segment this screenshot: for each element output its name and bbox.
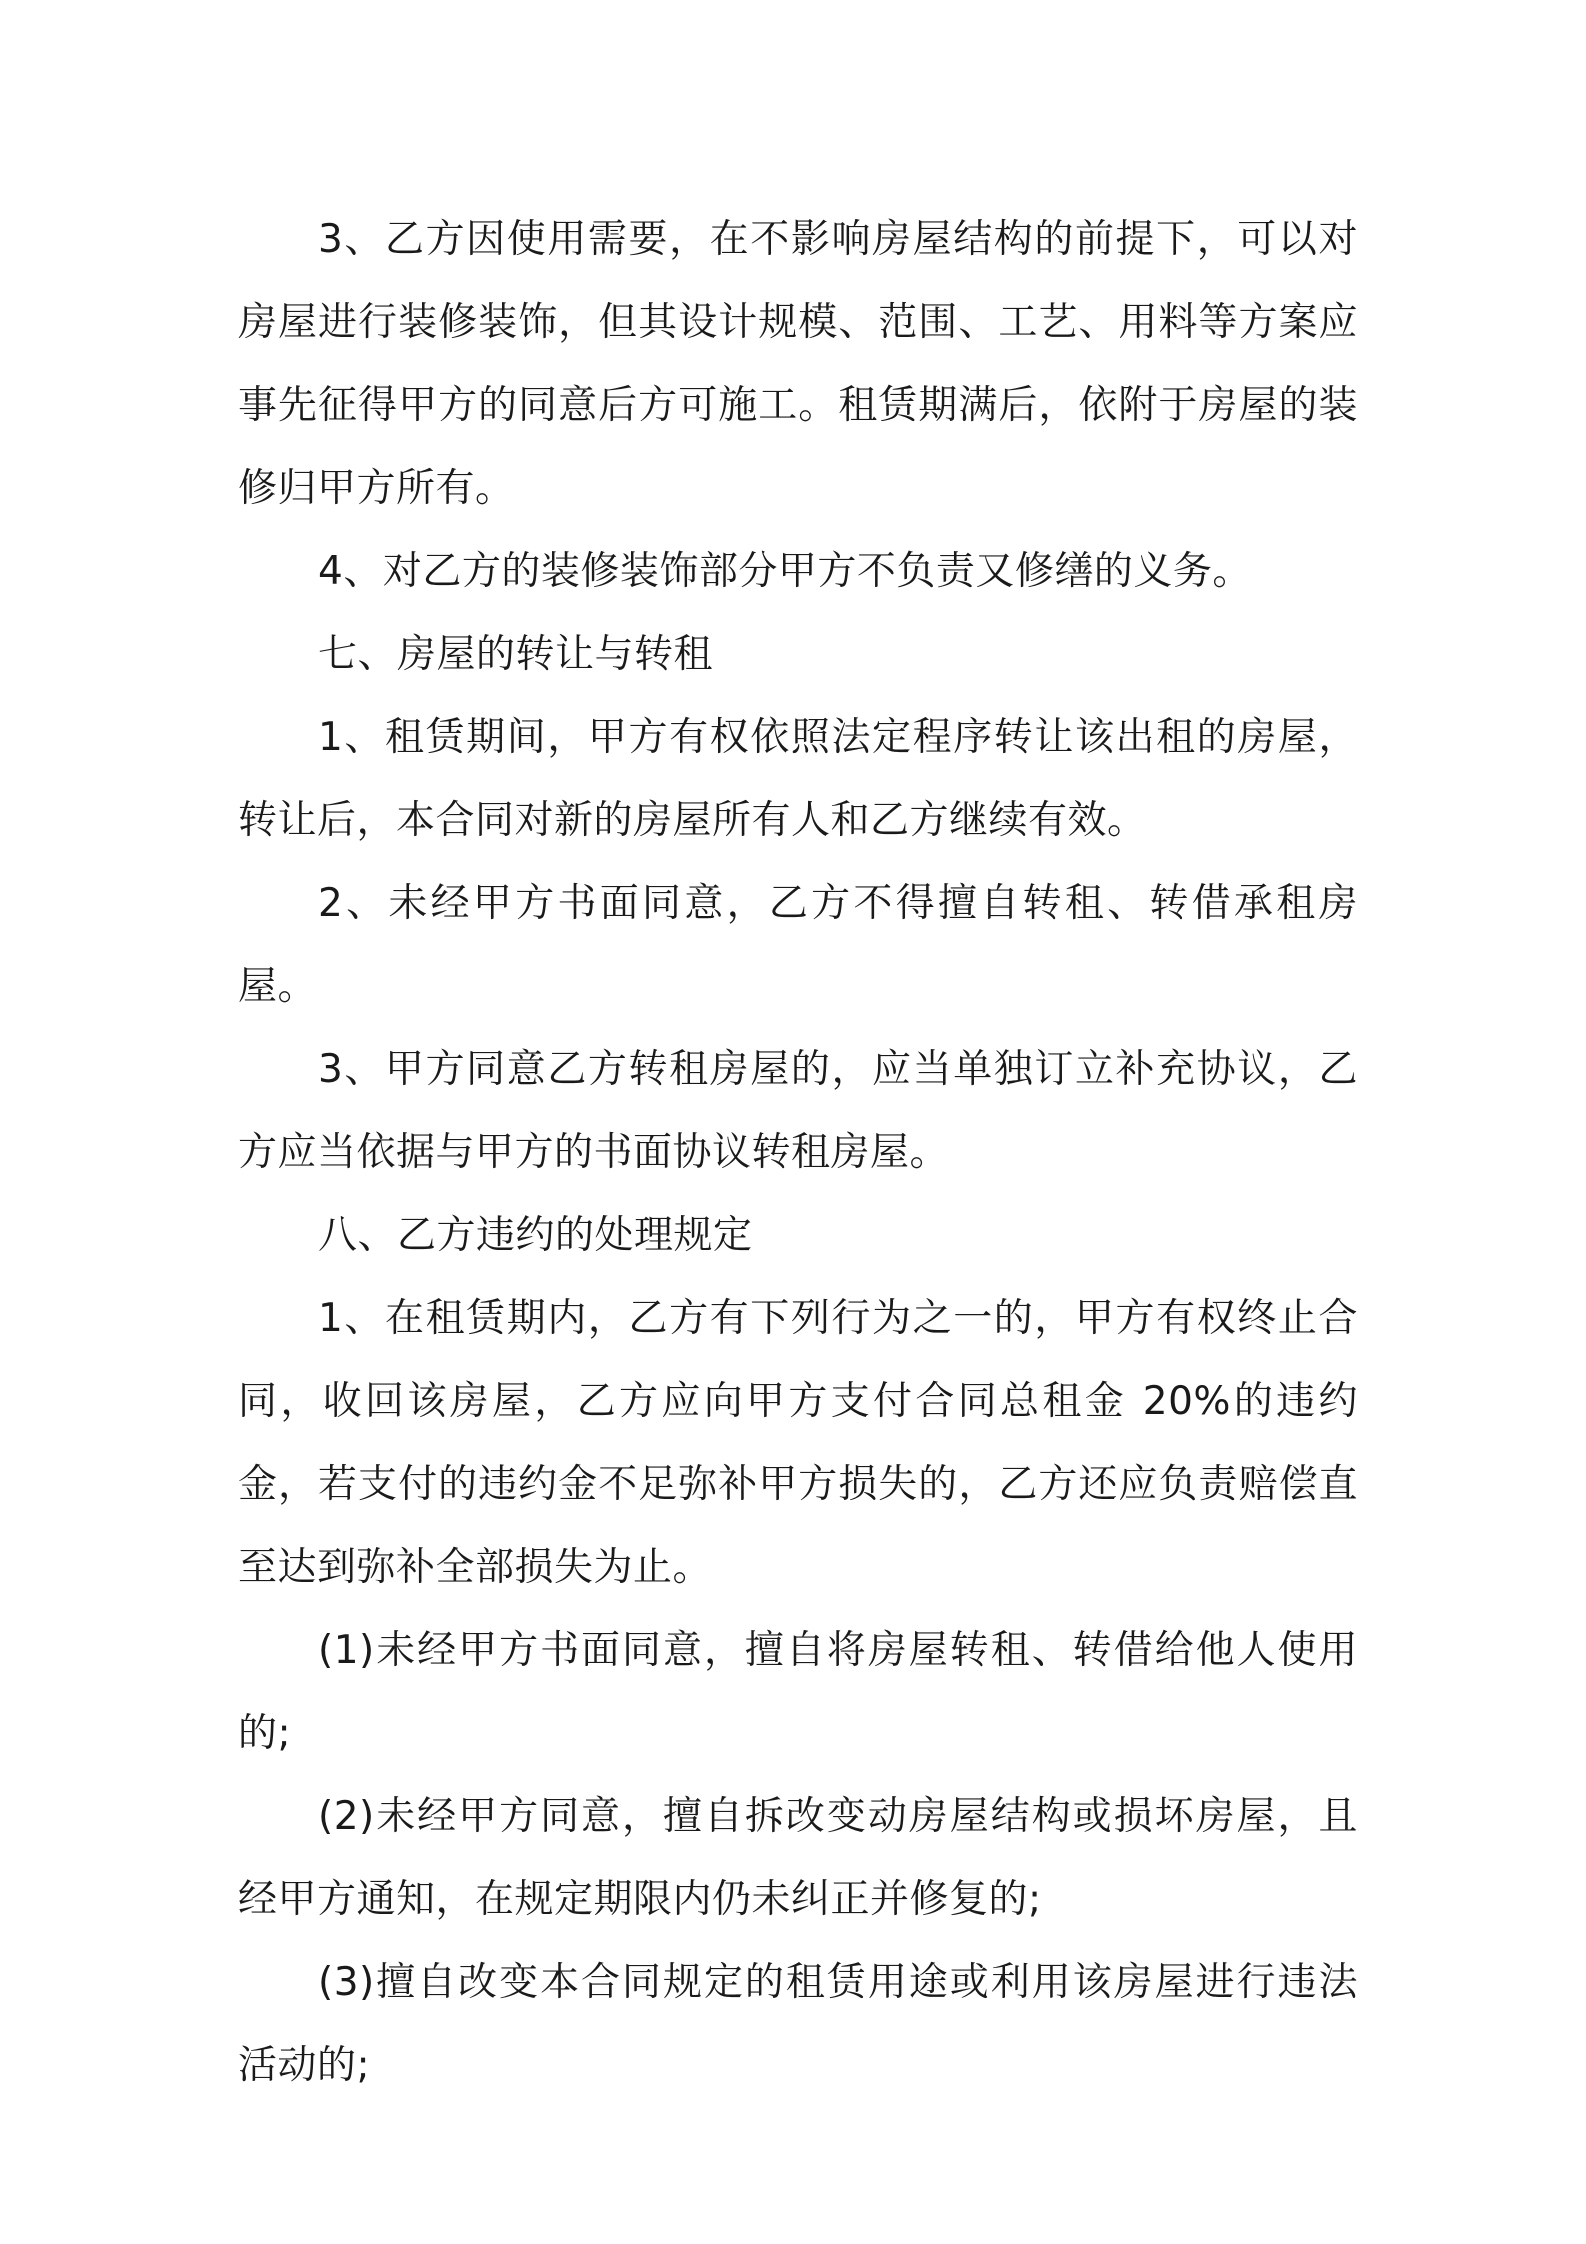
clause-7-2: 2、未经甲方书面同意，乙方不得擅自转租、转借承租房屋。 bbox=[238, 881, 1358, 1009]
clause-6-4: 4、对乙方的装修装饰部分甲方不负责又修缮的义务。 bbox=[318, 549, 1252, 594]
section-heading-7: 七、房屋的转让与转租 bbox=[318, 632, 714, 677]
clause-8-1: 1、在租赁期内，乙方有下列行为之一的，甲方有权终止合同，收回该房屋，乙方应向甲方支付合同总租金 20%的违约金，若支付的违约金不足弥补甲方损失的，乙方还应负责赔偿直至达到弥补全部损失为止。 bbox=[238, 1296, 1358, 1590]
clause-7-3: 3、甲方同意乙方转租房屋的，应当单独订立补充协议，乙方应当依据与甲方的书面协议转租房屋。 bbox=[238, 1047, 1358, 1175]
clause-8-1-item-3: (3)擅自改变本合同规定的租赁用途或利用该房屋进行违法活动的; bbox=[238, 1960, 1358, 2088]
clause-7-1: 1、租赁期间，甲方有权依照法定程序转让该出租的房屋，转让后，本合同对新的房屋所有人和乙方继续有效。 bbox=[238, 715, 1358, 843]
clause-8-1-item-1: (1)未经甲方书面同意，擅自将房屋转租、转借给他人使用的; bbox=[238, 1628, 1358, 1756]
clause-6-3: 3、乙方因使用需要，在不影响房屋结构的前提下，可以对房屋进行装修装饰，但其设计规模、范围、工艺、用料等方案应事先征得甲方的同意后方可施工。租赁期满后，依附于房屋的装修归甲方所有。 bbox=[238, 217, 1358, 511]
section-heading-8: 八、乙方违约的处理规定 bbox=[318, 1213, 753, 1258]
document-body bbox=[238, 198, 1358, 2107]
clause-8-1-item-2: (2)未经甲方同意，擅自拆改变动房屋结构或损坏房屋，且经甲方通知，在规定期限内仍未纠正并修复的; bbox=[238, 1794, 1358, 1922]
